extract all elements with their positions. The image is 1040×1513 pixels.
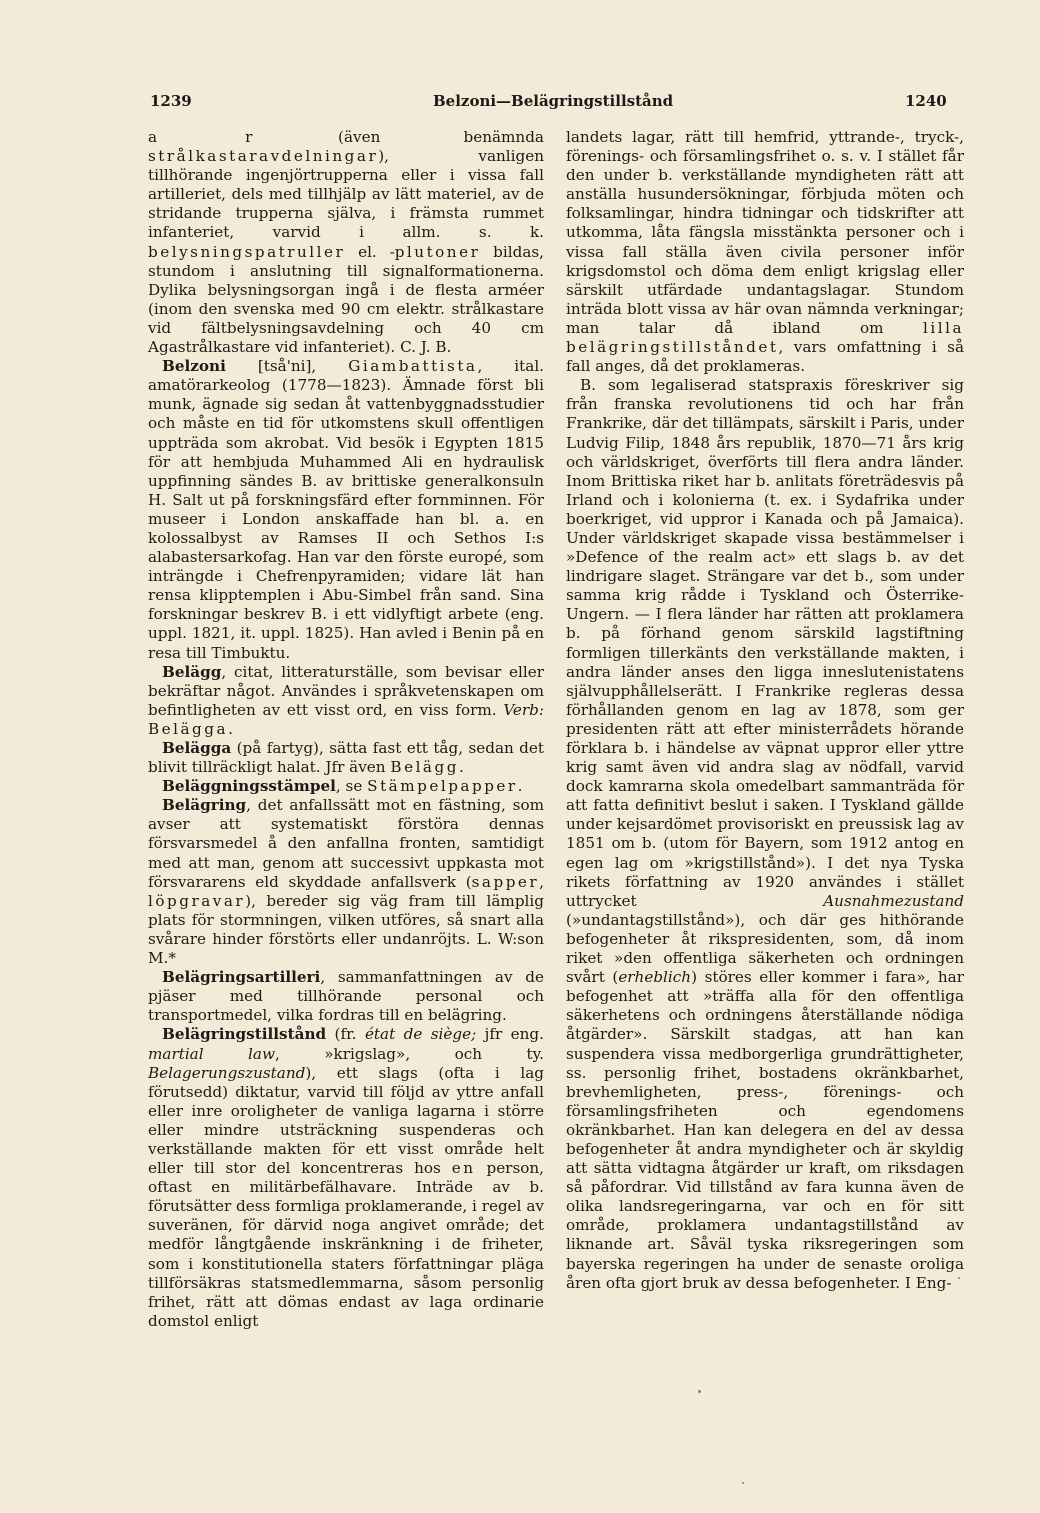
author-signature: L. W:son M.* xyxy=(148,929,545,968)
entry-belzoni xyxy=(148,357,544,663)
text: . xyxy=(228,719,233,738)
text: person, oftast en militärbefälhavare. Inträde av b. förutsätter dess formliga proklamerande, i regel av suveränen, för därvid noga angivet område; det medför långtgående inskränkning i de friheter, som i konstitutionella staters författningar pläga tillförsäkras statsmedlemmarna, såsom personlig frihet, rätt att dömas endast av laga ordinarie domstol enligt xyxy=(148,1159,544,1330)
text: landets lagar, rätt till hemfrid, yttrande-, tryck-, förenings- och församlingsfrihet o. s. v. I stället får den under b. verkställande myndigheten rätt att anställa husundersökningar, förbjuda möten och folksamlingar, hindra tidningar och tidskrifter att utkomma, låta fängsla misstänkta personer och i vissa fall ställa även civila personer inför krigsdomstol och döma dem enligt krigslag eller särskilt utfärdade undantagslagar. Stundom inträda blott vissa av här ovan nämnda verkningar; man talar då ibland om xyxy=(566,128,964,337)
text: , sammanfattningen av de pjäser med tillhörande personal och transportmedel, vilka fordras till en belägring. xyxy=(148,968,544,1025)
left-column xyxy=(148,128,544,1331)
text: , ital. amatörarkeolog (1778—1823). Ämnade först bli munk, ägnade sig sedan åt vattenbyggnadsstudier och måste en tid för utkomstens skull offentligen uppträda som akrobat. Vid besök i Egypten 1815 för att hembjuda Muhammed Ali en hydraulisk uppfinning sändes B. av brittiske generalkonsuln H. Salt ut på forskningsfärd efter fornminnen. För museer i London anskaffade han bl. a. en kolossalbyst av Ramses II och Sethos I:s alabastersarkofag. Han var den förste europé, som inträngde i Chefrenpyramiden; vidare lät han rensa klipptemplen i Abu-Simbel från sand. Sina forskningar beskrev B. i ett vidlyftigt arbete (eng. uppl. 1821, it. uppl. 1825). Han avled i Benin på en resa till Timbuktu. xyxy=(148,357,545,662)
spaced-term: en xyxy=(451,1159,476,1178)
spaced-term: belysningspatruller xyxy=(148,242,346,261)
entry-belagringsartilleri xyxy=(148,968,544,1025)
spaced-term: löpgravar xyxy=(148,891,246,910)
paragraph-strålkastare-cont xyxy=(148,128,544,357)
entry-belaggningsstampel xyxy=(148,777,544,796)
entry-headword: Belzoni xyxy=(162,357,226,376)
text: ), vanligen tillhörande ingenjörtrupperna eller i vissa fall artilleriet, dels med tillhjälp av lätt materiel, av de stridande trupperna själva, i främsta rummet infanteriet, varvid i allm. s. k. xyxy=(148,147,544,242)
entry-headword: Belägring xyxy=(162,796,247,815)
entry-belagringstillstand xyxy=(148,1025,544,1331)
running-head: Belzoni—Belägringstillstånd xyxy=(433,92,674,110)
right-column xyxy=(566,128,964,1293)
text: , vars omfattning i så fall anges, då det proklameras. xyxy=(566,338,964,376)
text: , citat, litteraturställe, som bevisar eller bekräftar något. Användes i språkvetenskapen om befintligheten av ett visst ord, en viss form. xyxy=(148,662,544,719)
text: , »krigslag», och ty. xyxy=(274,1044,544,1063)
paper-speck xyxy=(742,1482,744,1484)
entry-headword: Belägg xyxy=(162,662,222,681)
entry-belagg xyxy=(148,663,544,739)
author-signature: C. J. B. xyxy=(395,338,452,357)
page-number-left: 1239 xyxy=(150,92,192,110)
italic-text: Ausnahmezustand xyxy=(823,891,964,910)
text: jfr eng. xyxy=(476,1025,544,1044)
text: ), ett slags (ofta i lag förutsedd) diktatur, varvid till följd av yttre anfall eller inre oroligheter de vanliga lagarna i större eller mindre utsträckning suspenderas och verkställande makten för ett visst område helt eller till stor del koncentreras hos xyxy=(148,1063,544,1178)
italic-text: Belagerungszustand xyxy=(148,1063,306,1082)
text: . xyxy=(458,758,464,777)
text: (även benämnda xyxy=(254,128,544,146)
entry-belagring xyxy=(148,796,544,968)
text: , xyxy=(539,872,544,891)
spaced-term: lilla belägringstillståndet xyxy=(566,318,964,357)
spaced-term: a r xyxy=(148,128,255,146)
spaced-term: Giambattista xyxy=(348,357,478,376)
text: (fr. xyxy=(326,1025,365,1044)
entry-headword: Belägga xyxy=(162,739,232,757)
paragraph-belagringstillstand-cont xyxy=(566,128,964,376)
text: el. - xyxy=(345,242,395,261)
italic-text: erheblich xyxy=(618,968,692,987)
paper-speck xyxy=(698,1390,701,1393)
italic-text: martial law xyxy=(148,1044,275,1063)
entry-headword: Belägringstillstånd xyxy=(162,1025,327,1044)
text: ) störes eller kommer i fara», har befogenhet att »träffa alla för den offentliga säkerhetens och ordningens återställande nödiga åtgärder». Särskilt stadgas, att han kan suspendera vissa medborgerliga grundrättigheter, ss. personlig frihet, bostadens okränkbarhet, brevhemligheten, press-, förenings- och församlingsfriheten och egendomens okränkbarhet. Han kan delegera en del av dessa befogenheter åt andra myndigheter och är skyldig att sätta vidtagna åtgärder ur kraft, om riksdagen så påfordrar. Vid tillstånd av fara kunna även de olika landsregeringarna, var och en för sitt område, proklamera undantagstillstånd av liknande art. Såväl tyska riksregeringen som bayerska regeringen ha under de senaste oroliga åren ofta gjort bruk av dessa befogenheter. I Eng- xyxy=(566,968,965,1292)
text: , det anfallssätt mot en fästning, som avser att systematiskt förstöra dennas försvarsmedel å den anfallna fronten, samtidigt med att man, genom att successivt uppkasta mot försvararens eld skyddade anfallsverk ( xyxy=(148,796,544,891)
text: ), bereder sig väg fram till lämplig plats för stormningen, vilken utföres, så snart alla svårare hinder förstörts eller undanröjts. xyxy=(148,891,544,948)
text: [tså'ni], xyxy=(225,357,349,376)
text: B. som legaliserad statspraxis föreskriver sig från franska revolutionens tid och har från Frankrike, där det tillämpats, särskilt i Paris, under Ludvig Filip, 1848 års republik, 1870—71 års krig och världskriget, överförts till flera andra länder. Inom Brittiska riket har b. anlitats företrädesvis på Irland och i kolonierna (t. ex. i Sydafrika under boerkriget, vid uppror i Kanada och på Jamaica). Under världskriget skapade vissa bestämmelser i »Defence of the realm act» ett slags b. av det lindrigare slaget. Strängare var det b., som under samma krig rådde i Tyskland och Österrike-Ungern. — I flera länder har rätten att proklamera b. på förhand genom särskild lagstiftning formligen tillerkänts den verkställande makten, i andra länder anses den ligga inneslutenistatens självupphållelserätt. I Frankrike regleras dessa förhållanden genom en lag av 1878, som ger presidenten rätt att efter ministerrådets hörande förklara b. i händelse av väpnat uppror eller yttre krig samt även vid andra slag av nödfall, varvid dock kamrarna skola omedelbart sammanträda för att fatta definitivt beslut i saken. I Tyskland gällde under kejsardömet provisoriskt en preussisk lag av 1851 om b. (utom för Bayern, som 1912 antog en egen lag om »krigstillstånd»). I det nya Tyska rikets författning av 1920 användes i stället uttrycket xyxy=(566,376,964,910)
italic-text: état de siège; xyxy=(364,1025,477,1044)
text: , se xyxy=(335,777,368,796)
entry-headword: Belägringsartilleri xyxy=(162,968,321,987)
spaced-term: plutoner xyxy=(394,242,481,261)
italic-text: Verb: xyxy=(503,700,544,719)
spaced-term: Stämpelpapper xyxy=(367,777,518,796)
paper-speck xyxy=(958,1277,960,1279)
spaced-term: strålkastaravdelningar xyxy=(148,147,379,166)
spaced-term: sapper xyxy=(471,872,540,891)
text: (på fartyg), sätta fast ett tåg, sedan det blivit tillräckligt halat. Jfr även xyxy=(148,739,544,777)
paragraph-legaliserad-statspraxis xyxy=(566,376,964,1293)
page-number-right: 1240 xyxy=(905,92,947,110)
text: (»undantagstillstånd»), och där ges hithörande befogenheter åt rikspresidenten, som, då inom riket »den offentliga säkerheten och ordningen svårt ( xyxy=(566,910,964,987)
entry-belagga xyxy=(148,739,544,777)
spaced-term: Belägga xyxy=(148,719,229,738)
text: bildas, stundom i anslutning till signalformationerna. Dylika belysningsorgan ingå i de flesta arméer (inom den svenska med 90 cm elektr. strålkastare vid fältbelysningsavdelning och 40 cm Agastrålkastare vid infanteriet). xyxy=(148,242,544,357)
entry-headword: Beläggningsstämpel xyxy=(162,777,336,796)
text: . xyxy=(517,777,523,796)
spaced-term: Belägg xyxy=(390,758,459,777)
